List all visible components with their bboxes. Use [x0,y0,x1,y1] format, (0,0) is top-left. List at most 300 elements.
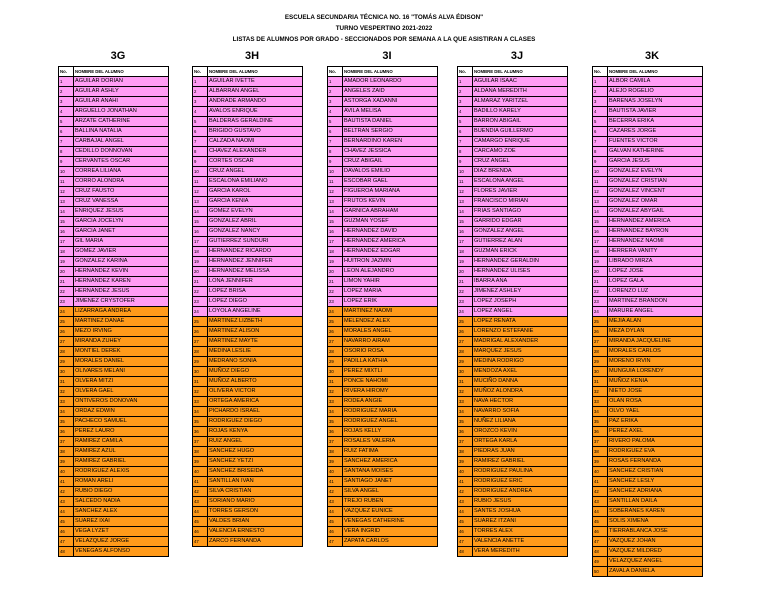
student-name: PAZ ERIKA [608,417,703,427]
table-row [59,197,169,207]
row-number: 11 [458,177,473,187]
row-number: 34 [458,407,473,417]
student-name: VELAZQUEZ JORGE [74,537,169,547]
table-row [328,537,438,547]
student-name: PADILLA KATHIA [343,357,438,367]
row-number: 38 [59,447,74,457]
student-name: JIMENEZ CRYSTOFER [74,297,169,307]
table-row [593,277,703,287]
student-name: SUAREZ IXAI [74,517,169,527]
student-name: BRIGIDO GUSTAVO [208,127,303,137]
row-number: 15 [328,217,343,227]
row-number: 23 [458,297,473,307]
row-number: 35 [458,417,473,427]
row-number: 45 [328,517,343,527]
table-row [328,427,438,437]
row-number: 44 [193,507,208,517]
row-number: 15 [458,217,473,227]
table-row [193,497,303,507]
table-row [458,237,568,247]
student-name: BELTRAN SERGIO [343,127,438,137]
student-name: BECERRA ERIKA [608,117,703,127]
student-name: RODRIGUEZ EVA [608,447,703,457]
table-row [458,257,568,267]
row-number: 7 [59,137,74,147]
table-row [193,107,303,117]
student-name: SANTILLAN DAILA [608,497,703,507]
row-number: 10 [458,167,473,177]
table-row [593,297,703,307]
student-name: HERNANDEZ KAREN [74,277,169,287]
row-number: 24 [328,307,343,317]
row-number: 24 [458,307,473,317]
table-row [193,297,303,307]
row-number: 20 [193,267,208,277]
table-row [328,147,438,157]
row-number: 18 [328,247,343,257]
row-number: 37 [193,437,208,447]
row-number: 48 [458,547,473,557]
table-row [193,467,303,477]
student-name: DAVALOS EMILIO [343,167,438,177]
table-row [193,177,303,187]
table-row [328,87,438,97]
table-row [593,87,703,97]
row-number: 27 [193,337,208,347]
row-number: 25 [458,317,473,327]
table-row [328,387,438,397]
row-number: 4 [458,107,473,117]
student-name: ANGELES ZAID [343,87,438,97]
student-name: LOPEZ ERIK [343,297,438,307]
table-row [193,317,303,327]
row-number: 40 [59,467,74,477]
row-number: 10 [193,167,208,177]
row-number: 27 [328,337,343,347]
student-table [327,66,438,547]
student-name: GUZMAN YOSEF [343,217,438,227]
row-number: 39 [458,457,473,467]
table-row [193,287,303,297]
row-number: 16 [59,227,74,237]
table-row [59,407,169,417]
row-number: 47 [193,537,208,547]
table-row [328,447,438,457]
student-name: ORTEGA AMERICA [208,397,303,407]
table-row [593,377,703,387]
group-title: 3J [510,50,524,62]
row-number: 2 [593,87,608,97]
table-row [59,427,169,437]
student-name: SANCHEZ LESLY [608,477,703,487]
row-number: 9 [59,157,74,167]
student-name: VEGA LYZET [74,527,169,537]
table-row [593,127,703,137]
student-name: GARCIA KAROL [208,187,303,197]
table-row [59,337,169,347]
row-number: 6 [593,127,608,137]
student-name: ALBARRAN ANGEL [208,87,303,97]
student-name: LORENZO ESTEFANIE [473,327,568,337]
row-number: 47 [458,537,473,547]
row-number: 11 [59,177,74,187]
table-row [59,227,169,237]
table-row [593,337,703,347]
student-name: NAVA HECTOR [473,397,568,407]
row-number: 11 [593,177,608,187]
student-name: BARENAS JOSELYN [608,97,703,107]
group-title: 3G [110,50,126,62]
student-name: HERNANDEZ MELISSA [208,267,303,277]
student-name: MARTINEZ BRANDON [608,297,703,307]
row-number: 28 [193,347,208,357]
table-row [458,297,568,307]
table-row [328,407,438,417]
student-name: MARTINEZ LIZBETH [208,317,303,327]
table-row [59,387,169,397]
table-row [59,127,169,137]
row-number: 23 [59,297,74,307]
table-row [193,507,303,517]
row-number: 41 [458,477,473,487]
table-row [593,327,703,337]
student-table [58,66,169,557]
table-row [458,447,568,457]
student-name: FUENTES VICTOR [608,137,703,147]
student-name: GONZALEZ ANGEL [473,227,568,237]
table-row [458,347,568,357]
table-row [59,287,169,297]
row-number: 39 [59,457,74,467]
row-number: 20 [59,267,74,277]
table-header-row [458,67,568,77]
table-row [328,357,438,367]
group-title: 3H [244,50,260,62]
row-number: 30 [328,367,343,377]
table-row [193,127,303,137]
row-number: 4 [328,107,343,117]
row-number: 3 [593,97,608,107]
row-number: 34 [328,407,343,417]
table-row [593,567,703,577]
student-name: GARCIA KENIA [208,197,303,207]
student-name: PICHARDO ISRAEL [208,407,303,417]
table-row [193,247,303,257]
row-number: 39 [328,457,343,467]
table-row [193,367,303,377]
student-name: CORREA LILIANA [74,167,169,177]
table-row [59,187,169,197]
table-row [59,267,169,277]
student-name: MEZO IRVING [74,327,169,337]
student-name: RAMIREZ GABRIEL [473,457,568,467]
table-row [458,167,568,177]
row-number: 5 [458,117,473,127]
row-number: 38 [328,447,343,457]
row-number: 45 [193,517,208,527]
student-name: HERNANDEZ JENNIFER [208,257,303,267]
student-name: GONZALEZ CRISTIAN [608,177,703,187]
table-row [59,117,169,127]
row-number: 13 [593,197,608,207]
student-name: CALZADA NAOMI [208,137,303,147]
row-number: 35 [593,417,608,427]
table-row [328,197,438,207]
row-number: 30 [458,367,473,377]
row-number: 6 [59,127,74,137]
table-row [328,267,438,277]
table-row [328,437,438,447]
student-name: NAVARRO SOFIA [473,407,568,417]
row-number: 1 [593,77,608,87]
row-number: 28 [328,347,343,357]
student-name: GONZALEZ ABRIL [208,217,303,227]
student-name: ANDRADE ARMANDO [208,97,303,107]
row-number: 6 [328,127,343,137]
student-name: GARRIDO EDGAR [473,217,568,227]
student-name: CAMARGO ENRIQUE [473,137,568,147]
student-name: AGUILAR ISAAC [473,77,568,87]
row-number: 14 [59,207,74,217]
row-number: 13 [328,197,343,207]
student-name: HERNANDEZ KEVIN [74,267,169,277]
table-row [458,407,568,417]
row-number: 5 [59,117,74,127]
student-name: ROJAS KENYA [208,427,303,437]
row-number: 26 [328,327,343,337]
row-number: 20 [458,267,473,277]
row-number: 29 [458,357,473,367]
row-number: 13 [59,197,74,207]
student-name: ESCALONA EMILIANO [208,177,303,187]
row-number: 27 [59,337,74,347]
student-name: OLVO YAEL [608,407,703,417]
row-number: 47 [593,537,608,547]
student-name: RODRIGUEZ ERIC [473,477,568,487]
row-number: 17 [458,237,473,247]
table-row [593,527,703,537]
table-row [458,517,568,527]
student-name: ORDAZ EDWIN [74,407,169,417]
student-name: MONTIEL DEREK [74,347,169,357]
student-name: RODRIGUEZ ALEXIS [74,467,169,477]
student-name: CORRO ALONDRA [74,177,169,187]
table-row [328,257,438,267]
student-name: GUTIERREZ ALAN [473,237,568,247]
student-name: ROJAS KELLY [343,427,438,437]
table-row [593,287,703,297]
row-number: 21 [458,277,473,287]
row-number: 33 [193,397,208,407]
student-name: VAZQUEZ JOHAN [608,537,703,547]
table-row [458,377,568,387]
row-number: 49 [593,557,608,567]
table-row [328,337,438,347]
table-row [193,147,303,157]
table-row [328,507,438,517]
student-name: IBARRA ANA [473,277,568,287]
table-row [328,137,438,147]
table-row [458,397,568,407]
row-number: 5 [193,117,208,127]
row-number: 7 [593,137,608,147]
row-number: 42 [328,487,343,497]
row-number: 7 [193,137,208,147]
student-name: SUAREZ ITZANI [473,517,568,527]
table-row [458,197,568,207]
row-number: 16 [458,227,473,237]
row-number: 30 [59,367,74,377]
row-number: 43 [328,497,343,507]
table-row [59,397,169,407]
student-name: HERNANDEZ JESUS [74,287,169,297]
table-row [193,117,303,127]
student-name: MIRANDA JACQUELINE [608,337,703,347]
row-number: 40 [593,467,608,477]
row-number: 33 [458,397,473,407]
row-number: 35 [193,417,208,427]
table-row [328,187,438,197]
table-row [193,167,303,177]
row-number: 29 [593,357,608,367]
student-name: PEREZ AXEL [608,427,703,437]
student-name: SANTILLAN IVAN [208,477,303,487]
table-row [59,97,169,107]
student-name: ASTORGA XADANNI [343,97,438,107]
number-column-header: No. [458,67,473,77]
row-number: 5 [593,117,608,127]
table-row [593,207,703,217]
row-number: 37 [328,437,343,447]
row-number: 39 [593,457,608,467]
table-row [593,547,703,557]
student-name: RODEA ANGIE [343,397,438,407]
table-row [593,517,703,527]
row-number: 37 [593,437,608,447]
student-name: ZAVALA DANIELA [608,567,703,577]
student-name: SANTANA MOISES [343,467,438,477]
row-number: 4 [193,107,208,117]
student-name: LOPEZ JOSEPH [473,297,568,307]
table-row [59,147,169,157]
row-number: 31 [59,377,74,387]
row-number: 26 [593,327,608,337]
table-row [593,557,703,567]
student-name: LORENZO LUZ [608,287,703,297]
student-name: RUIZ FATIMA [343,447,438,457]
student-name: TORRES ALEX [473,527,568,537]
row-number: 27 [593,337,608,347]
row-number: 47 [328,537,343,547]
table-row [328,417,438,427]
table-row [328,317,438,327]
table-row [59,77,169,87]
table-row [328,307,438,317]
table-row [458,147,568,157]
row-number: 45 [59,517,74,527]
row-number: 1 [328,77,343,87]
table-row [328,157,438,167]
table-row [328,247,438,257]
row-number: 37 [59,437,74,447]
row-number: 22 [593,287,608,297]
student-name: VELAZQUEZ ANGEL [608,557,703,567]
student-name: ZARCO FERNANDA [208,537,303,547]
table-row [59,457,169,467]
row-number: 12 [593,187,608,197]
student-name: ENRIQUEZ JESUS [74,207,169,217]
student-name: CRUZ VANESSA [74,197,169,207]
table-row [193,197,303,207]
student-name: CRUZ ABIGAIL [343,157,438,167]
row-number: 36 [458,427,473,437]
table-row [328,97,438,107]
row-number: 1 [59,77,74,87]
table-row [458,157,568,167]
student-name: GONZALEZ VINCENT [608,187,703,197]
number-column-header: No. [193,67,208,77]
student-name: GONZALEZ NANCY [208,227,303,237]
student-name: AGUILAR IVETTE [208,77,303,87]
student-name: RIVERO PALOMA [608,437,703,447]
student-name: GARNICA ABRAHAM [343,207,438,217]
student-name: MUÑOZ DIEGO [208,367,303,377]
table-row [593,137,703,147]
student-name: HERRERA VANITY [608,247,703,257]
row-number: 13 [458,197,473,207]
student-name: GARCIA JOCELYN [74,217,169,227]
student-name: BAUTISTA DANIEL [343,117,438,127]
table-row [593,407,703,417]
row-number: 11 [193,177,208,187]
row-number: 41 [59,477,74,487]
student-name: PEREZ LAURO [74,427,169,437]
table-row [193,87,303,97]
student-name: FRANCISCO MIRIAN [473,197,568,207]
name-column-header: NOMBRE DEL ALUMNO [473,67,568,77]
row-number: 6 [458,127,473,137]
student-name: GONZALEZ KARINA [74,257,169,267]
student-table [457,66,568,557]
table-row [593,417,703,427]
student-name: RAMIREZ AZUL [74,447,169,457]
student-name: MARQUEZ JESUS [473,347,568,357]
table-row [193,157,303,167]
row-number: 36 [328,427,343,437]
student-name: SANCHEZ ALEX [74,507,169,517]
student-name: PONCE NAHOMI [343,377,438,387]
table-row [193,487,303,497]
student-name: SOBERANES KAREN [608,507,703,517]
table-row [59,307,169,317]
row-number: 26 [193,327,208,337]
row-number: 42 [59,487,74,497]
student-name: MUCIÑO DANNA [473,377,568,387]
student-name: BARRON ABIGAIL [473,117,568,127]
table-row [59,447,169,457]
table-row [59,167,169,177]
student-name: GONZALEZ ABYGAIL [608,207,703,217]
row-number: 11 [328,177,343,187]
row-number: 40 [193,467,208,477]
table-row [59,137,169,147]
table-row [59,357,169,367]
row-number: 4 [593,107,608,117]
row-number: 42 [593,487,608,497]
student-name: CORTES OSCAR [208,157,303,167]
school-name: ESCUELA SECUNDARIA TÉCNICA NO. 16 "TOMÁS ALVA ÉDISON" [284,14,484,21]
student-name: GUTIERREZ SUNDURI [208,237,303,247]
